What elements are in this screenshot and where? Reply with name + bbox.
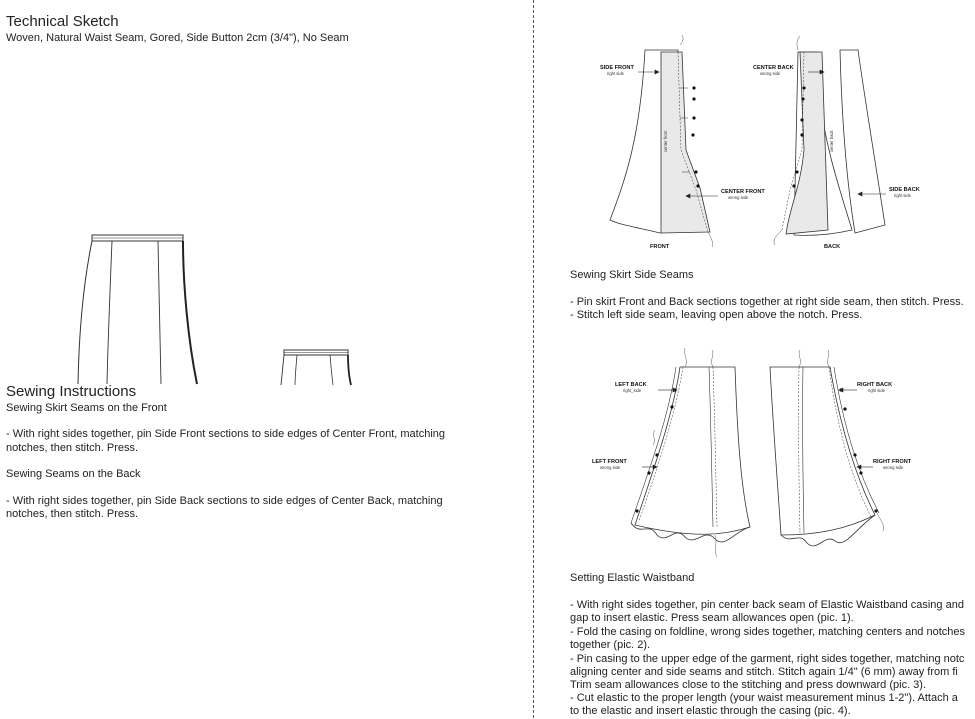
front-seams-title: Sewing Skirt Seams on the Front <box>6 402 167 414</box>
label-right-front-sub: wrong side <box>883 465 904 470</box>
label-center-back-sub: wrong side <box>760 71 781 76</box>
label-side-back-sub: right side <box>894 193 911 198</box>
elastic-line-8: - Cut elastic to the proper length (your waist measurement minus 1-2"). Attach a <box>570 692 958 704</box>
skirt-sketch-back <box>280 345 355 385</box>
label-right-front: RIGHT FRONT <box>873 459 912 465</box>
side-seams-line-1: - Pin skirt Front and Back sections together at right side seam, then stitch. Press. <box>570 296 964 308</box>
elastic-line-5: - Pin casing to the upper edge of the garment, right sides together, matching notc <box>570 653 965 665</box>
label-front: FRONT <box>650 244 670 250</box>
side-seams-title: Sewing Skirt Side Seams <box>570 269 694 281</box>
elastic-line-3: - Fold the casing on foldline, wrong sides together, matching centers and notches <box>570 626 966 638</box>
label-left-front: LEFT FRONT <box>592 459 627 465</box>
elastic-line-4: together (pic. 2). <box>570 639 651 651</box>
label-left-back-sub: right_side <box>623 388 642 393</box>
label-side-front-sub: right side <box>607 71 624 76</box>
side-seams-illustration <box>585 345 945 560</box>
front-seams-line-1: - With right sides together, pin Side Front sections to side edges of Center Front, matching <box>6 428 445 440</box>
label-center-front-sub: wrong side <box>728 195 749 200</box>
label-right-back: RIGHT BACK <box>857 382 893 388</box>
side-seams-line-2: - Stitch left side seam, leaving open above the notch. Press. <box>570 309 863 321</box>
sewing-instructions-title: Sewing Instructions <box>6 383 137 400</box>
elastic-line-2: gap to insert elastic. Press seam allowances open (pic. 1). <box>570 612 854 624</box>
technical-sketch-subtitle: Woven, Natural Waist Seam, Gored, Side Button 2cm (3/4"), No Seam <box>6 32 349 44</box>
elastic-line-9: to the elastic and insert elastic through the casing (pic. 4). <box>570 705 851 717</box>
elastic-line-7: Trim seam allowances close to the stitching and press downward (pic. 3). <box>570 679 927 691</box>
label-back: BACK <box>824 244 841 250</box>
elastic-waistband-title: Setting Elastic Waistband <box>570 572 695 584</box>
label-left-back: LEFT BACK <box>615 382 647 388</box>
skirt-sketch-front <box>70 230 200 384</box>
elastic-line-6: aligning center and side seams and stitch. Stitch again 1/4" (6 mm) away from fi <box>570 666 958 678</box>
technical-sketch-title: Technical Sketch <box>6 13 119 30</box>
label-center-front-vertical: center front <box>663 130 668 152</box>
label-center-back-vertical: center back <box>829 130 834 152</box>
column-divider <box>533 0 534 718</box>
label-right-back-sub: right side <box>868 388 885 393</box>
back-seams-line-1: - With right sides together, pin Side Back sections to side edges of Center Back, matching <box>6 495 443 507</box>
label-center-front: CENTER FRONT <box>721 189 765 195</box>
label-side-front: SIDE FRONT <box>600 65 634 71</box>
back-seams-title: Sewing Seams on the Back <box>6 468 141 480</box>
label-left-front-sub: wrong side <box>600 465 621 470</box>
front-seams-line-2: notches, then stitch. Press. <box>6 442 139 454</box>
label-side-back: SIDE BACK <box>889 187 920 193</box>
label-center-back: CENTER BACK <box>753 65 794 71</box>
back-seams-line-2: notches, then stitch. Press. <box>6 508 139 520</box>
elastic-line-1: - With right sides together, pin center back seam of Elastic Waistband casing and <box>570 599 964 611</box>
panel-assembly-illustration <box>590 40 920 255</box>
